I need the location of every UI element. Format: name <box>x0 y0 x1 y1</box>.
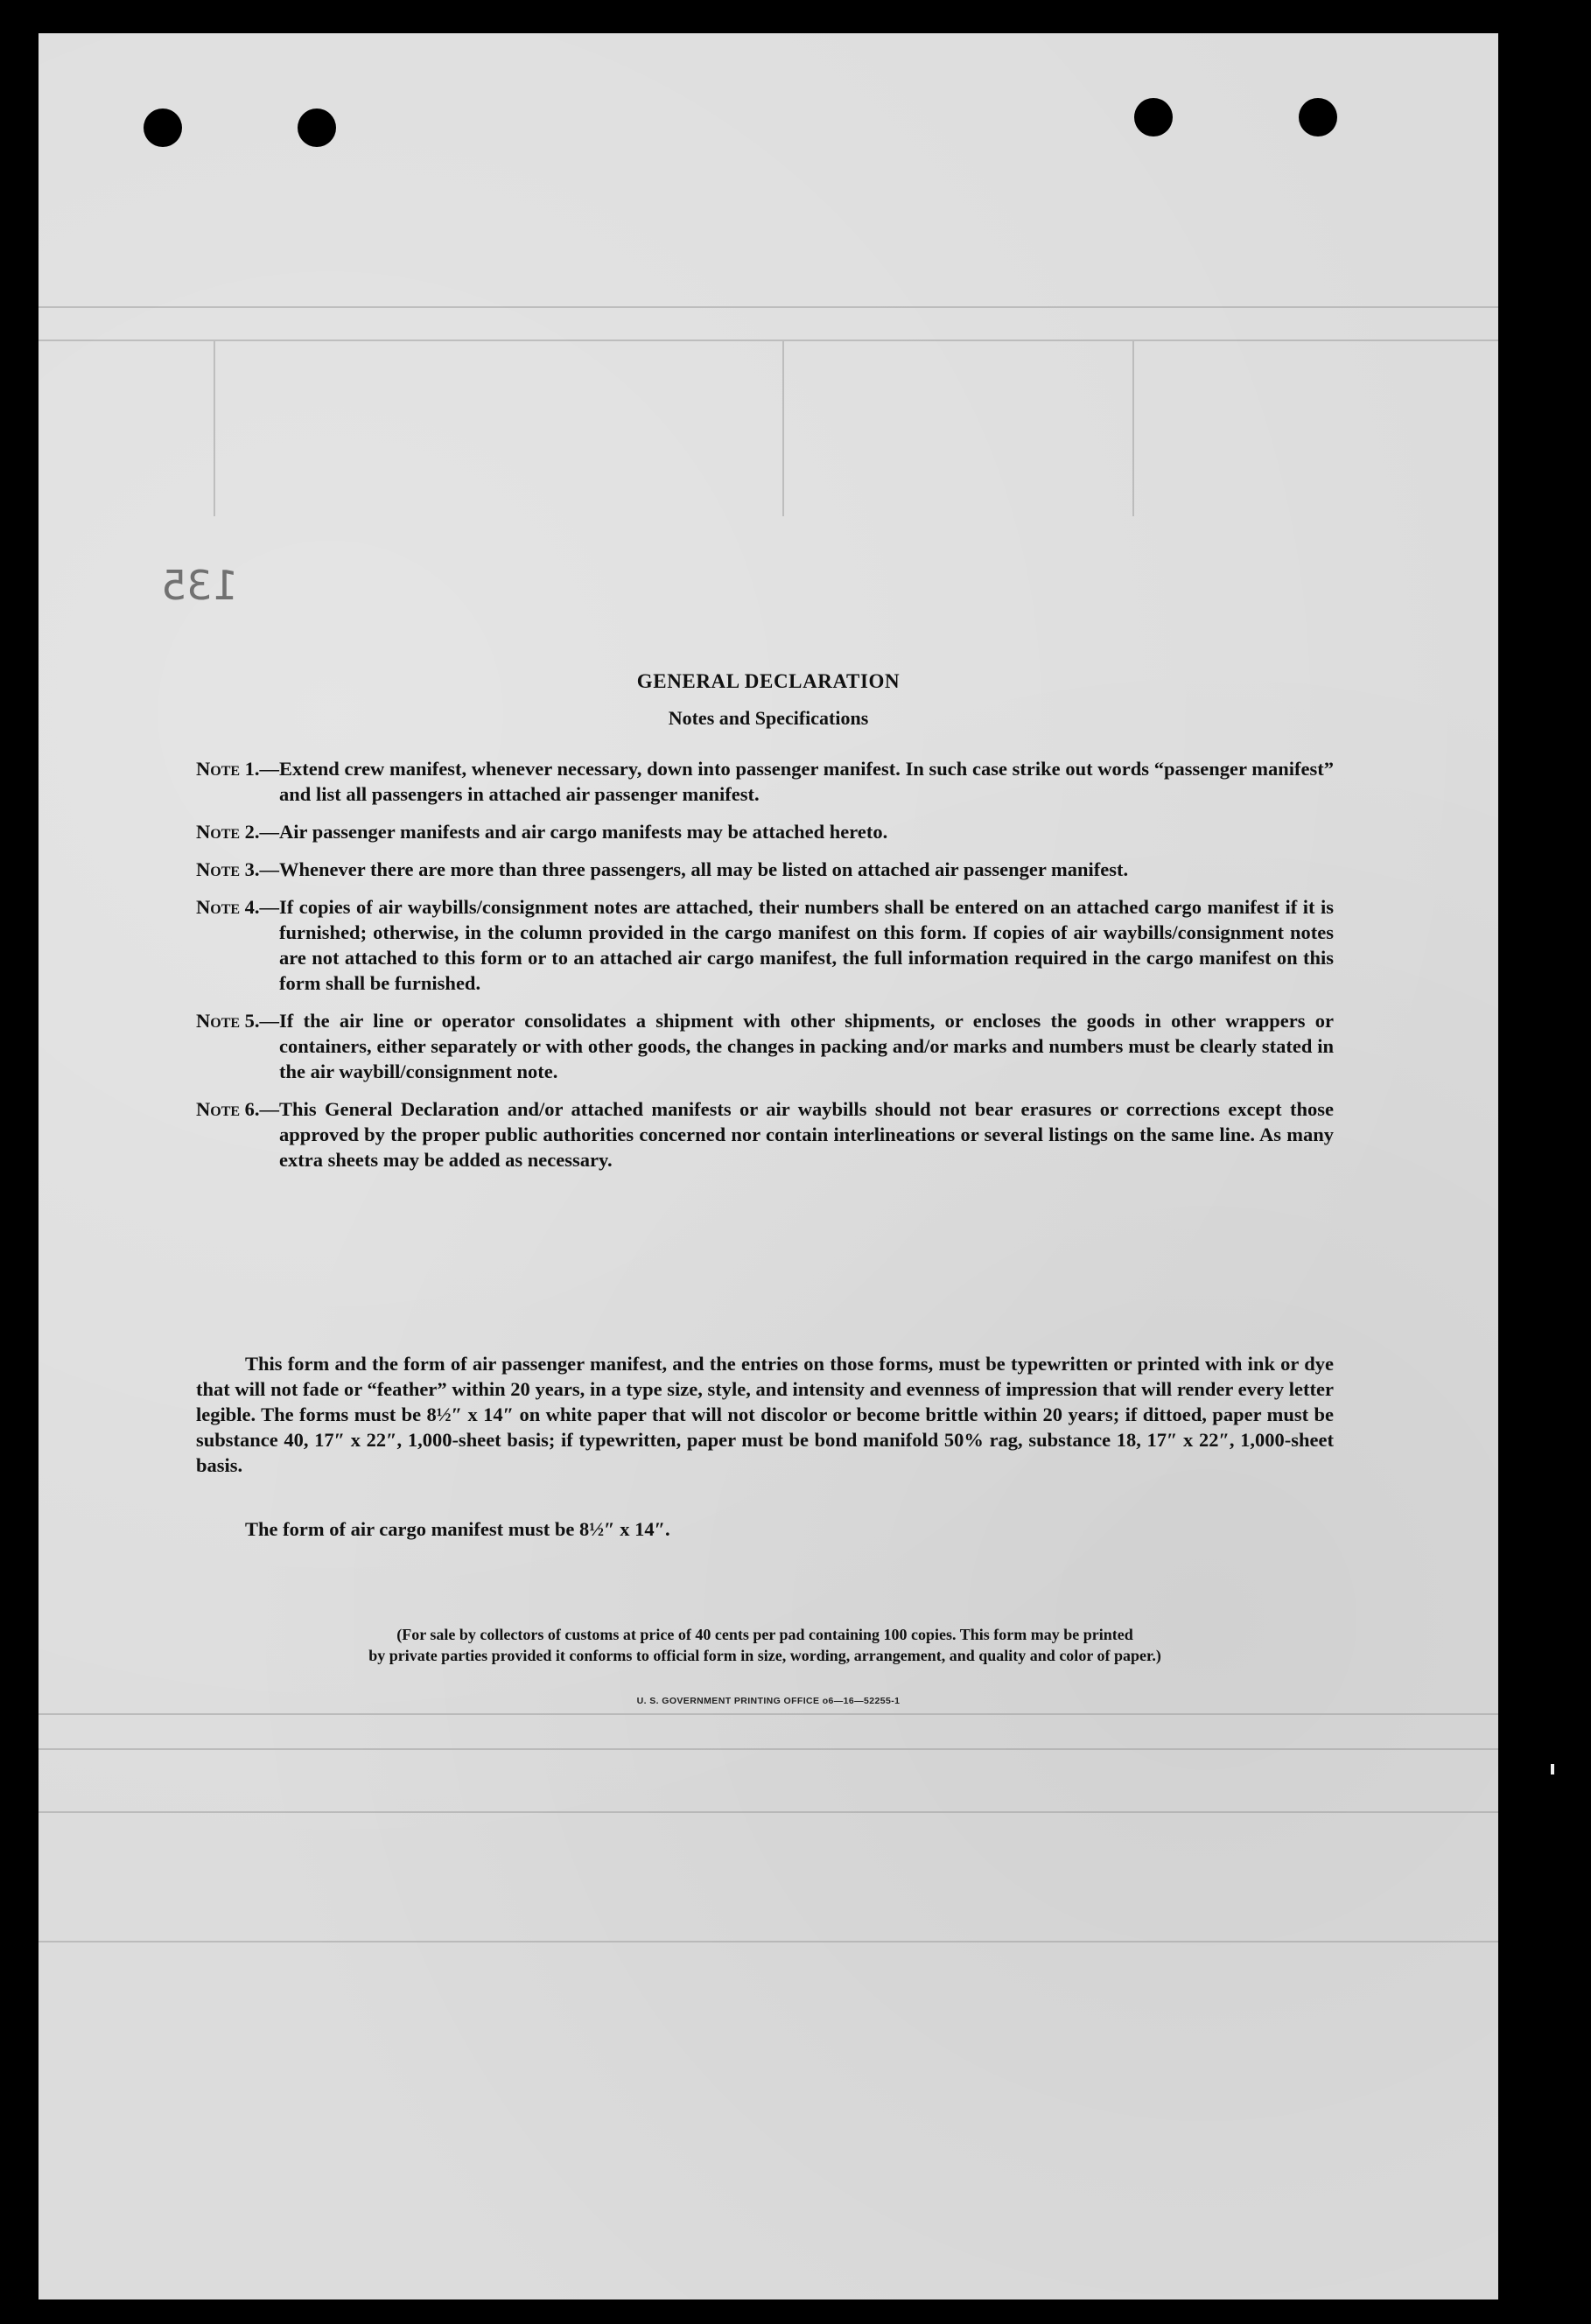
note-text: This General Declaration and/or attached manifests or air waybills should not bear erasures or corrections except those approved by the proper public authorities concerned nor contain interlineations or several listings on the same line. As many extra sheets may be added as necessary. <box>279 1098 1334 1171</box>
note-item: Note 6. — This General Declaration and/or attached manifests or air waybills should not bear erasures or corrections except those approved by the proper public authorities concerned nor contain interlineations or several listings on the same line. As many extra sheets may be added as necessary. <box>196 1098 1334 1171</box>
sale-notice <box>196 1624 1334 1666</box>
document-page <box>39 33 1498 2300</box>
scan-artifact <box>1551 1764 1554 1774</box>
note-item: Note 5. — If the air line or operator consolidates a shipment with other shipments, or encloses the goods in other wrappers or containers, either separately or with other goods, the changes in packing and/or marks and numbers must be clearly stated in the air waybill/consignment note. <box>196 1010 1334 1082</box>
declaration-subtitle: Notes and Specifications <box>668 707 869 729</box>
note-label: Note 3. <box>196 858 260 880</box>
note-text: Whenever there are more than three passengers, all may be listed on attached air passenger manifest. <box>279 858 1129 880</box>
note-label: Note 1. <box>196 758 260 780</box>
note-label: Note 4. <box>196 896 260 918</box>
note-item: Note 1. — Extend crew manifest, whenever necessary, down into passenger manifest. In such case strike out words “passenger manifest” and list all passengers in attached air passenger manifest. <box>196 758 1334 805</box>
note-text: If copies of air waybills/consignment notes are attached, their numbers shall be entered on an attached cargo manifest if it is furnished; otherwise, in the column provided in the cargo manifest on this form. If copies of air waybills/consignment notes are not attached to this form or to an attached air cargo manifest, the full information required in the cargo manifest on this form shall be furnished. <box>279 896 1334 994</box>
notes-list <box>196 756 1334 1185</box>
note-item: Note 4. — If copies of air waybills/consignment notes are attached, their numbers shall be entered on an attached cargo manifest if it is furnished; otherwise, in the column provided in the cargo manifest on this form. If copies of air waybills/consignment notes are not attached to this form or to an attached air cargo manifest, the full information required in the cargo manifest on this form shall be furnished. <box>196 896 1334 994</box>
note-label: Note 5. <box>196 1010 260 1032</box>
note-text: Extend crew manifest, whenever necessary, down into passenger manifest. In such case strike out words “passenger manifest” and list all passengers in attached air passenger manifest. <box>279 758 1334 805</box>
printing-office-line: U. S. GOVERNMENT PRINTING OFFICE o6—16—52255-1 <box>636 1696 901 1706</box>
sale-notice-line: by private parties provided it conforms to official form in size, wording, arrangement, and quality and color of paper.) <box>368 1647 1161 1664</box>
cargo-manifest-size-note: The form of air cargo manifest must be 8½″ x 14″. <box>245 1518 670 1540</box>
note-text: Air passenger manifests and air cargo manifests may be attached hereto. <box>279 821 888 843</box>
form-requirements-paragraph: This form and the form of air passenger manifest, and the entries on those forms, must be typewritten or printed with ink or dye that will not fade or “feather” within 20 years, in a type size, style, and intensity and evenness of impression that will render every letter legible. The forms must be 8½″ x 14″ on white paper that will not discolor or become brittle within 20 years; if dittoed, paper must be substance 40, 17″ x 22″, 1,000-sheet basis; if typewritten, paper must be bond manifold 50% rag, substance 18, 17″ x 22″, 1,000-sheet basis. <box>196 1353 1334 1476</box>
declaration-content <box>39 33 1498 2300</box>
sale-notice-line: (For sale by collectors of customs at price of 40 cents per pad containing 100 copies. This form may be printed <box>396 1626 1133 1643</box>
stamp-number: 135 <box>161 562 238 609</box>
note-text: If the air line or operator consolidates a shipment with other shipments, or encloses the goods in other wrappers or containers, either separately or with other goods, the changes in packing and/or marks and numbers must be clearly stated in the air waybill/consignment note. <box>279 1010 1334 1082</box>
note-label: Note 2. <box>196 821 260 843</box>
note-item: Note 2. — Air passenger manifests and air cargo manifests may be attached hereto. <box>196 819 1334 844</box>
note-label: Note 6. <box>196 1098 260 1120</box>
note-item: Note 3. — Whenever there are more than three passengers, all may be listed on attached air passenger manifest. <box>196 857 1334 882</box>
declaration-title: GENERAL DECLARATION <box>636 670 901 692</box>
